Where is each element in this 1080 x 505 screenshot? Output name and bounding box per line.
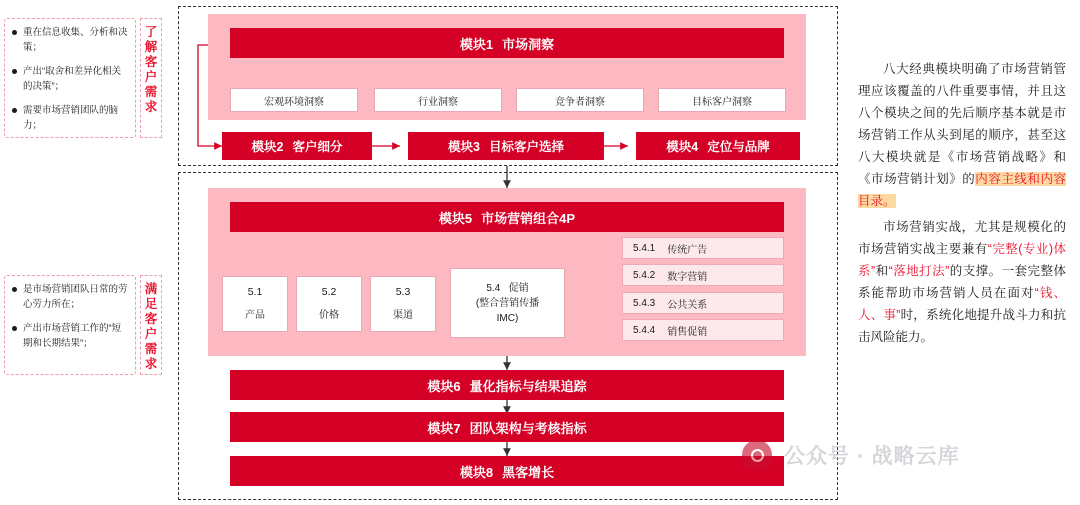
module5-4p-promotion-label: 促销 [508, 282, 529, 294]
promo-item-traditional-ads-label: 传统广告 [667, 244, 708, 256]
module5-4p-channel-label: 渠道 [393, 310, 413, 321]
commentary-p2-text-a: 市场营销实战，尤其是规模化的市场营销实战主要兼有 [858, 220, 1066, 256]
commentary-p2-text-b: 和 [875, 264, 889, 278]
module5-4p-promotion-number: 5.4 [486, 282, 501, 294]
promo-item-public-relations-number: 5.4.3 [633, 297, 656, 309]
left-label-group2 [140, 275, 162, 375]
commentary-p2-red-2: “落地打法” [888, 264, 950, 278]
watermark-text: 公众号 · 战略云库 [784, 445, 960, 468]
commentary-paragraph-2 [858, 216, 1066, 348]
commentary-p1-text: 八大经典模块明确了市场营销管理应该覆盖的八件重要事情，并且这八个模块之间的先后顺序基本就是市场营销工作从头到尾的顺序，甚至这八大模块就是《市场营销战略》和《市场营销计划》的 [858, 62, 1066, 186]
module5-title: 市场营销组合4P [481, 210, 576, 226]
module4-bar[interactable] [636, 132, 800, 160]
module1-number: 模块1 [459, 36, 494, 52]
module5-4p-channel[interactable] [370, 276, 436, 332]
module5-4p-product[interactable] [222, 276, 288, 332]
module1-bar[interactable] [230, 28, 784, 58]
module5-4p-promotion-head [486, 281, 528, 296]
watermark [742, 440, 960, 470]
module5-4p-price-label: 价格 [319, 310, 339, 321]
module7-title: 团队架构与考核指标 [469, 420, 587, 436]
promo-item-traditional-ads-number: 5.4.1 [633, 242, 656, 254]
promo-item-traditional-ads[interactable] [622, 237, 784, 259]
module2-number: 模块2 [251, 140, 284, 154]
module5-4p-promotion[interactable] [450, 268, 565, 338]
left-label-group1-text: 了解客户需求 [144, 25, 158, 114]
list-item: 产出市场营销工作的“短期和长期结果”； [23, 321, 129, 351]
list-item: 是市场营销团队日常的劳心劳力所在； [23, 284, 128, 310]
left-annotations [0, 0, 176, 505]
commentary-p2-text-c: 的支撑。一套完整体系能帮助市场营销人员在面对 [858, 264, 1066, 300]
module4-title: 定位与品牌 [707, 140, 770, 154]
promo-item-sales-promotion-label: 销售促销 [667, 326, 708, 338]
module5-4p-price-number: 5.2 [321, 286, 337, 298]
module1-title: 市场洞察 [502, 36, 555, 52]
left-bullets-group2 [4, 275, 136, 375]
commentary-p2-red-1: “完整(专业)体系” [858, 242, 1066, 278]
commentary-paragraph-1 [858, 58, 1066, 212]
module5-4p-promotion-sub2: IMC) [496, 312, 519, 324]
module8-bar[interactable] [230, 456, 784, 486]
module5-4p-product-number: 5.1 [247, 286, 263, 298]
module1-child-competitor[interactable]: 竞争者洞察 [516, 88, 644, 112]
module5-bar[interactable] [230, 202, 784, 232]
promo-item-sales-promotion[interactable] [622, 319, 784, 341]
module6-number: 模块6 [427, 378, 461, 394]
left-bullets-group1 [4, 18, 136, 138]
module7-number: 模块7 [427, 420, 461, 436]
module7-bar[interactable] [230, 412, 784, 442]
module8-number: 模块8 [459, 464, 494, 480]
module3-bar[interactable] [408, 132, 604, 160]
right-commentary [858, 58, 1066, 352]
module3-number: 模块3 [448, 140, 480, 154]
module5-4p-promotion-sub1: (整合营销传播 [475, 297, 540, 309]
module5-4p-channel-number: 5.3 [395, 286, 411, 298]
promo-item-digital-marketing-number: 5.4.2 [633, 269, 656, 281]
module5-number: 模块5 [438, 210, 473, 226]
wechat-logo-icon [742, 440, 772, 470]
module2-title: 客户细分 [292, 140, 343, 154]
list-item: 重在信息收集、分析和决策； [23, 27, 128, 53]
promo-item-sales-promotion-number: 5.4.4 [633, 324, 656, 336]
module6-bar[interactable] [230, 370, 784, 400]
left-label-group1 [140, 18, 162, 138]
module8-title: 黑客增长 [502, 464, 555, 480]
promo-item-public-relations-label: 公共关系 [667, 299, 708, 311]
module2-bar[interactable] [222, 132, 372, 160]
module3-title: 目标客户选择 [488, 140, 564, 154]
promo-item-digital-marketing[interactable] [622, 264, 784, 286]
promo-item-public-relations[interactable] [622, 292, 784, 314]
module4-number: 模块4 [666, 140, 699, 154]
module5-4p-product-label: 产品 [245, 310, 265, 321]
list-item: 需要市场营销团队的脑力； [23, 103, 129, 133]
commentary-p2-text-d: 时，系统化地提升战斗力和抗击风险能力。 [858, 308, 1066, 344]
module1-child-customer[interactable]: 目标客户洞察 [658, 88, 786, 112]
list-item: 产出“取舍和差异化相关的决策”； [23, 64, 129, 94]
left-label-group2-text: 满足客户需求 [144, 282, 158, 371]
module1-child-macro[interactable]: 宏观环境洞察 [230, 88, 358, 112]
module1-child-industry[interactable]: 行业洞察 [374, 88, 502, 112]
module5-4p-price[interactable] [296, 276, 362, 332]
promo-item-digital-marketing-label: 数字营销 [667, 271, 708, 283]
commentary-p2-red-3: “钱、人、事” [858, 286, 1066, 322]
marketing-framework-diagram [176, 0, 840, 505]
module6-title: 量化指标与结果追踪 [469, 378, 587, 394]
commentary-p1-highlight: 内容主线和内容目录。 [858, 172, 1066, 208]
